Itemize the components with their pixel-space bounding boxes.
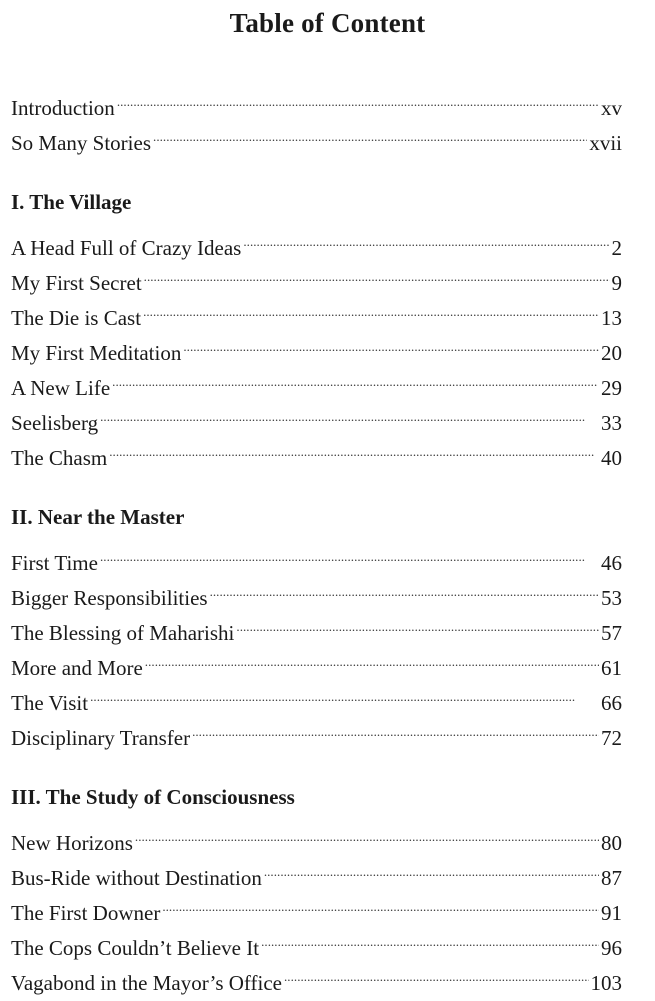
- section-heading: III. The Study of Consciousness: [11, 785, 295, 809]
- dot-leader: [90, 675, 599, 710]
- entry-title: A Head Full of Crazy Ideas: [11, 236, 242, 260]
- toc-entry[interactable]: [11, 430, 622, 470]
- dot-leader: [183, 325, 599, 360]
- entry-title: The Die is Cast: [11, 306, 142, 330]
- dot-leader: [264, 850, 599, 885]
- entry-title: Introduction: [11, 96, 115, 120]
- dot-leader: [284, 955, 589, 990]
- dot-leader: [243, 220, 609, 255]
- section-heading: I. The Village: [11, 190, 132, 214]
- page-number: 20: [601, 341, 622, 365]
- page-number: 66: [601, 691, 622, 715]
- entry-title: New Horizons: [11, 831, 133, 855]
- dot-leader: [153, 115, 587, 150]
- page-number: 61: [601, 656, 622, 680]
- dot-leader: [100, 395, 599, 430]
- entry-title: So Many Stories: [11, 131, 152, 155]
- page-number: 46: [601, 551, 622, 575]
- toc-entry[interactable]: [11, 220, 622, 260]
- entry-title: The Blessing of Maharishi: [11, 621, 235, 645]
- entry-title: My First Secret: [11, 271, 142, 295]
- dot-leader: [109, 430, 599, 465]
- dot-leader: [210, 570, 599, 605]
- toc-entry[interactable]: [11, 80, 622, 120]
- dot-leader: [145, 640, 599, 675]
- dot-leader: [100, 535, 599, 570]
- entry-title: Disciplinary Transfer: [11, 726, 191, 750]
- toc-entry[interactable]: [11, 815, 622, 855]
- entry-title: First Time: [11, 551, 98, 575]
- page-number: xvii: [589, 131, 622, 155]
- page-title: Table of Content: [229, 8, 426, 38]
- dot-leader: [143, 290, 599, 325]
- page-number: 29: [601, 376, 622, 400]
- dot-leader: [117, 80, 599, 115]
- dot-leader: [112, 360, 599, 395]
- page-number: 87: [601, 866, 622, 890]
- toc-entry[interactable]: [11, 395, 622, 435]
- toc-section: [11, 500, 622, 750]
- toc-entry[interactable]: [11, 570, 622, 610]
- entry-title: The Chasm: [11, 446, 108, 470]
- page-number: 13: [601, 306, 622, 330]
- page-number: 2: [611, 236, 622, 260]
- page-number: 33: [601, 411, 622, 435]
- page-number: 57: [601, 621, 622, 645]
- front-matter: [11, 80, 622, 155]
- page-number: 91: [601, 901, 622, 925]
- entry-title: My First Meditation: [11, 341, 182, 365]
- toc-entry[interactable]: [11, 710, 622, 750]
- page-number: 53: [601, 586, 622, 610]
- entry-title: The Cops Couldn’t Believe It: [11, 936, 260, 960]
- entry-title: Vagabond in the Mayor’s Office: [11, 971, 282, 995]
- entry-title: Seelisberg: [11, 411, 99, 435]
- dot-leader: [162, 885, 599, 920]
- entry-title: A New Life: [11, 376, 111, 400]
- page-number: 103: [590, 971, 622, 995]
- entry-title: Bus-Ride without Destination: [11, 866, 262, 890]
- toc-section: [11, 185, 622, 470]
- dot-leader: [236, 605, 599, 640]
- toc-entry[interactable]: [11, 535, 622, 575]
- dot-leader: [261, 920, 599, 955]
- page-number: 80: [601, 831, 622, 855]
- entry-title: The First Downer: [11, 901, 161, 925]
- page-number: 40: [601, 446, 622, 470]
- table-of-contents: [11, 80, 622, 995]
- entry-title: The Visit: [11, 691, 89, 715]
- dot-leader: [144, 255, 610, 290]
- page-number: 9: [611, 271, 622, 295]
- entry-title: More and More: [11, 656, 143, 680]
- dot-leader: [135, 815, 599, 850]
- toc-section: [11, 780, 622, 995]
- entry-title: Bigger Responsibilities: [11, 586, 208, 610]
- section-heading: II. Near the Master: [11, 505, 185, 529]
- page-number: 72: [601, 726, 622, 750]
- page-number: 96: [601, 936, 622, 960]
- dot-leader: [192, 710, 599, 745]
- page-number: xv: [601, 96, 622, 120]
- toc-entry[interactable]: [11, 675, 622, 715]
